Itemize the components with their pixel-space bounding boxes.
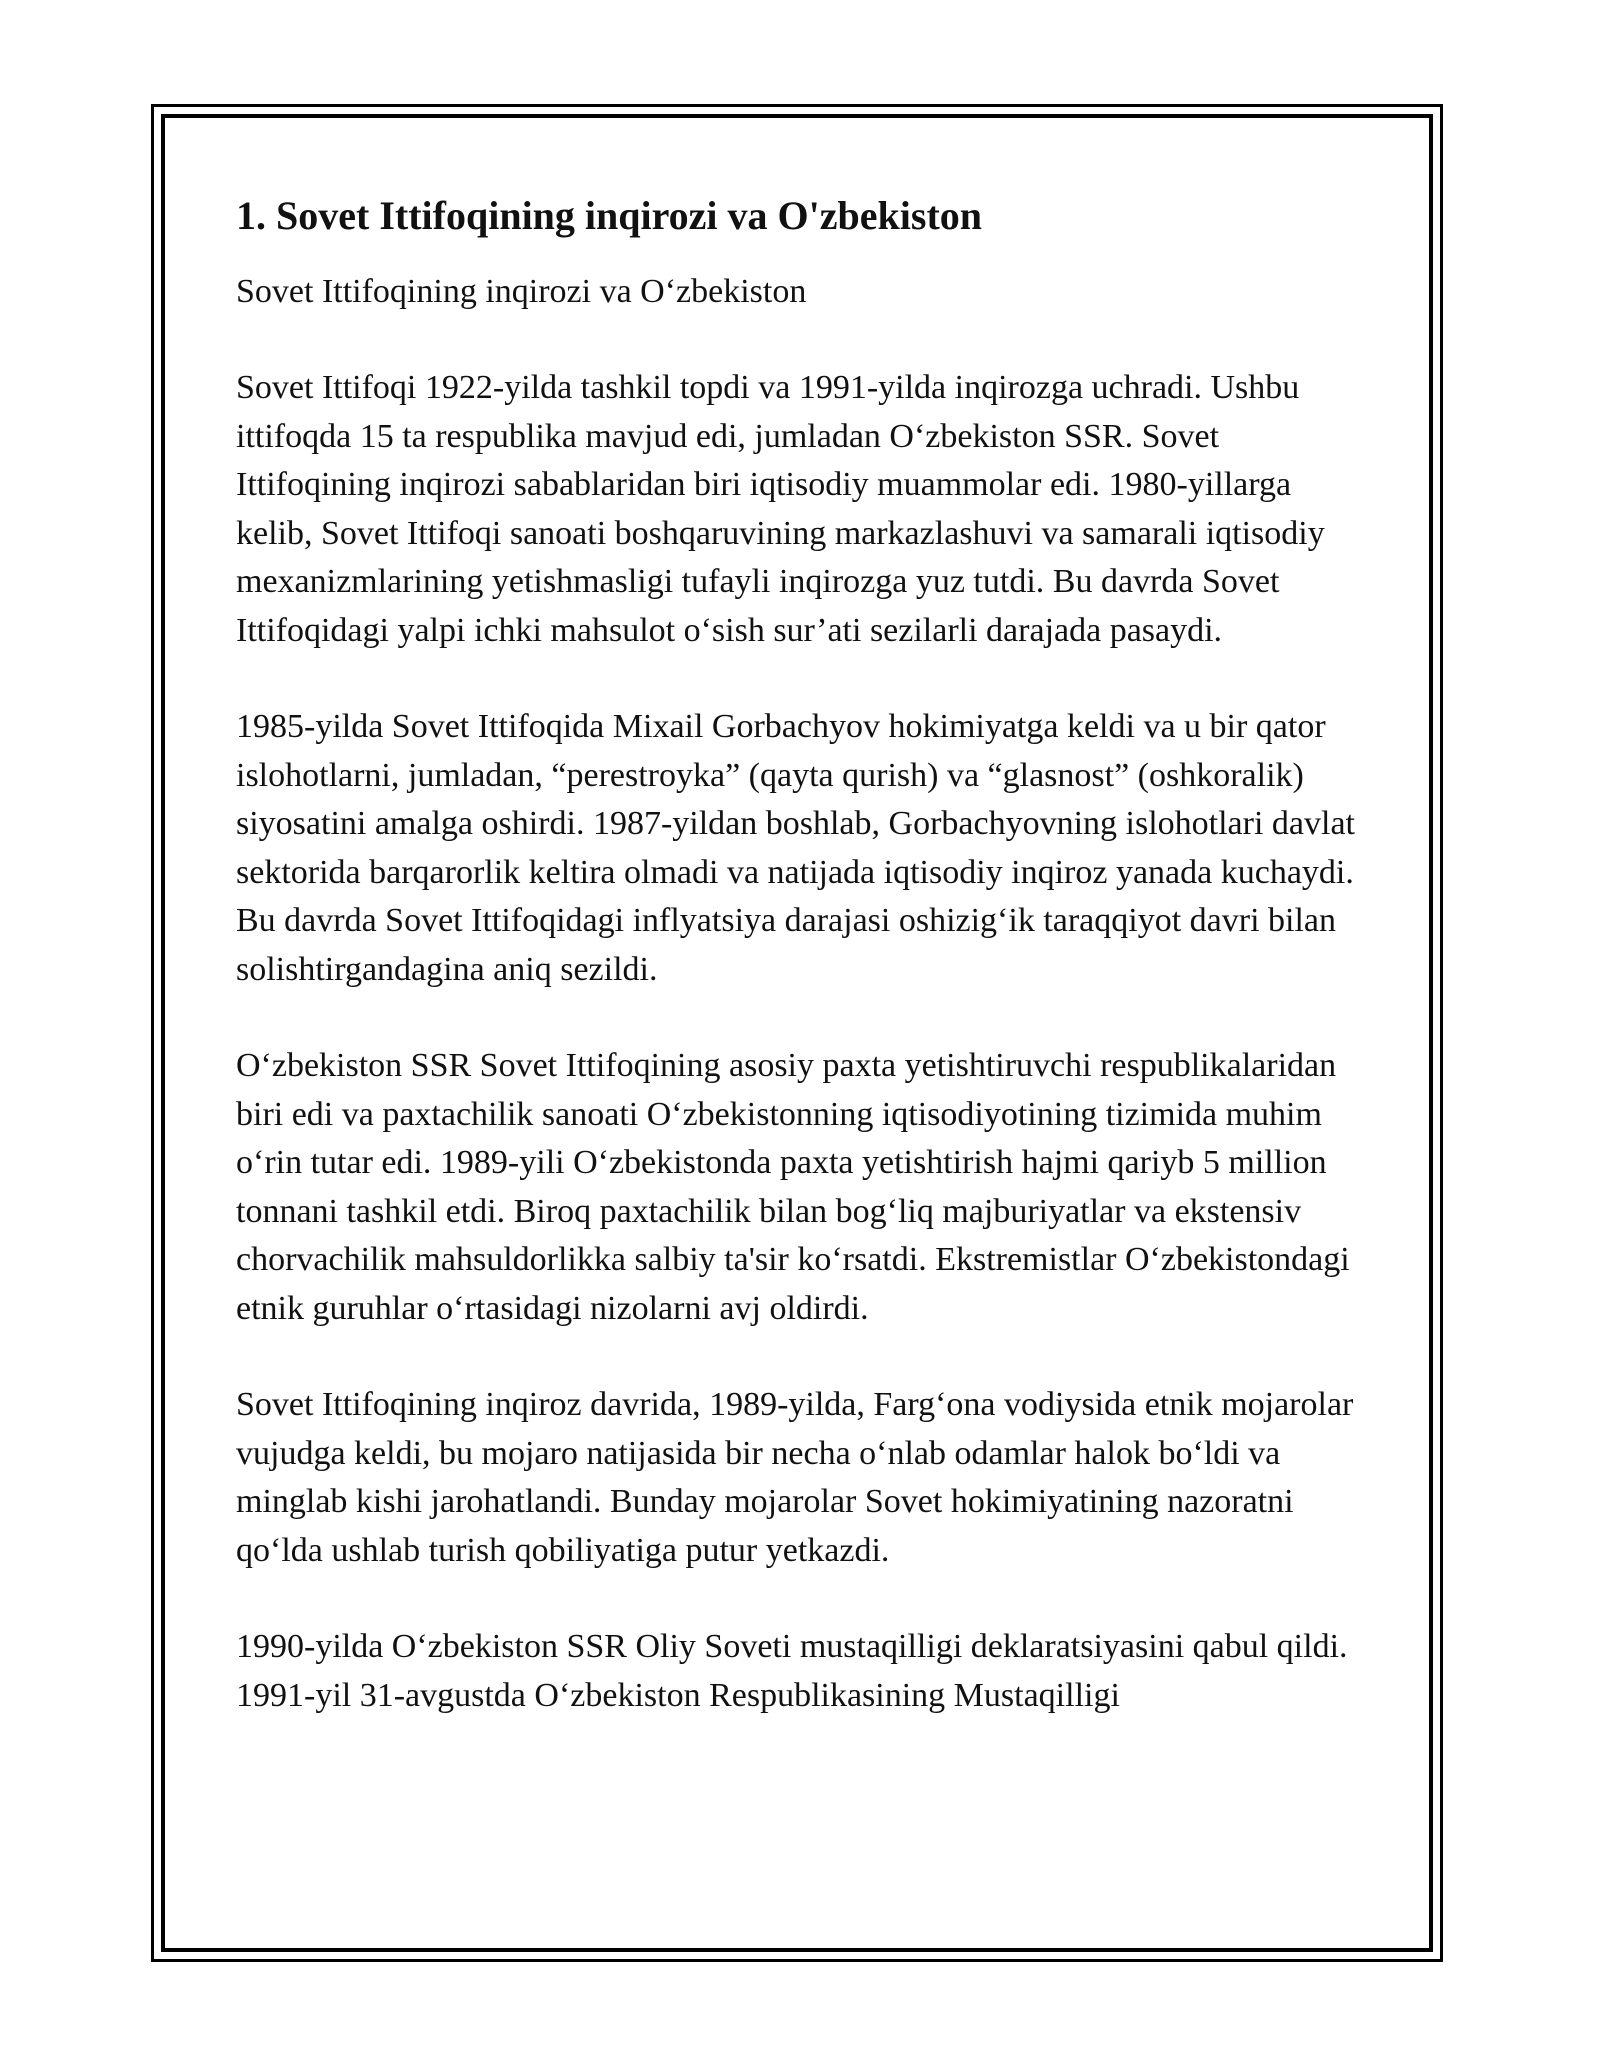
paragraph-2: 1985-yilda Sovet Ittifoqida Mixail Gorbachyov hokimiyatga keldi va u bir qator islohotlarni, jumladan, “perestroyka” (qayta qurish) va “glasnost” (oshkoralik) siyosatini amalga oshirdi. 1987-yildan boshlab, Gorbachyovning islohotlari davlat sektorida barqarorlik keltira olmadi va natijada iqtisodiy inqiroz yanada kuchaydi. Bu davrda Sovet Ittifoqidagi inflyatsiya darajasi oshizig‘ik taraqqiyot davri bilan solishtirgandagina aniq sezildi. [236,708,1355,988]
document-body [236,180,1366,1768]
section-subtitle: Sovet Ittifoqining inqirozi va O‘zbekiston [236,273,807,310]
paragraph-4: Sovet Ittifoqining inqiroz davrida, 1989-yilda, Farg‘ona vodiysida etnik mojarolar vujudga keldi, bu mojaro natijasida bir necha o‘nlab odamlar halok bo‘ldi va minglab kishi jarohatlandi. Bunday mojarolar Sovet hokimiyatining nazoratni qo‘lda ushlab turish qobiliyatiga putur yetkazdi. [236,1386,1354,1569]
page-title: 1. Sovet Ittifoqining inqirozi va O'zbekiston [236,193,983,238]
paragraph-1: Sovet Ittifoqi 1922-yilda tashkil topdi va 1991-yilda inqirozga uchradi. Ushbu ittifoqda 15 ta respublika mavjud edi, jumladan O‘zbekiston SSR. Sovet Ittifoqining inqirozi sabablaridan biri iqtisodiy muammolar edi. 1980-yillarga kelib, Sovet Ittifoqi sanoati boshqaruvining markazlashuvi va samarali iqtisodiy mexanizmlarining yetishmasligi tufayli inqirozga yuz tutdi. Bu davrda Sovet Ittifoqidagi yalpi ichki mahsulot o‘sish sur’ati sezilarli darajada pasaydi. [236,369,1325,649]
paragraph-5: 1990-yilda O‘zbekiston SSR Oliy Soveti mustaqilligi deklaratsiyasini qabul qildi. 1991-yil 31-avgustda O‘zbekiston Respublikasining Mustaqilligi [236,1628,1348,1714]
paragraph-3: O‘zbekiston SSR Sovet Ittifoqining asosiy paxta yetishtiruvchi respublikalaridan biri edi va paxtachilik sanoati O‘zbekistonning iqtisodiyotining tizimida muhim o‘rin tutar edi. 1989-yili O‘zbekistonda paxta yetishtirish hajmi qariyb 5 million tonnani tashkil etdi. Biroq paxtachilik bilan bog‘liq majburiyatlar va ekstensiv chorvachilik mahsuldorlikka salbiy ta'sir ko‘rsatdi. Ekstremistlar O‘zbekistondagi etnik guruhlar o‘rtasidagi nizolarni avj oldirdi. [236,1047,1350,1327]
